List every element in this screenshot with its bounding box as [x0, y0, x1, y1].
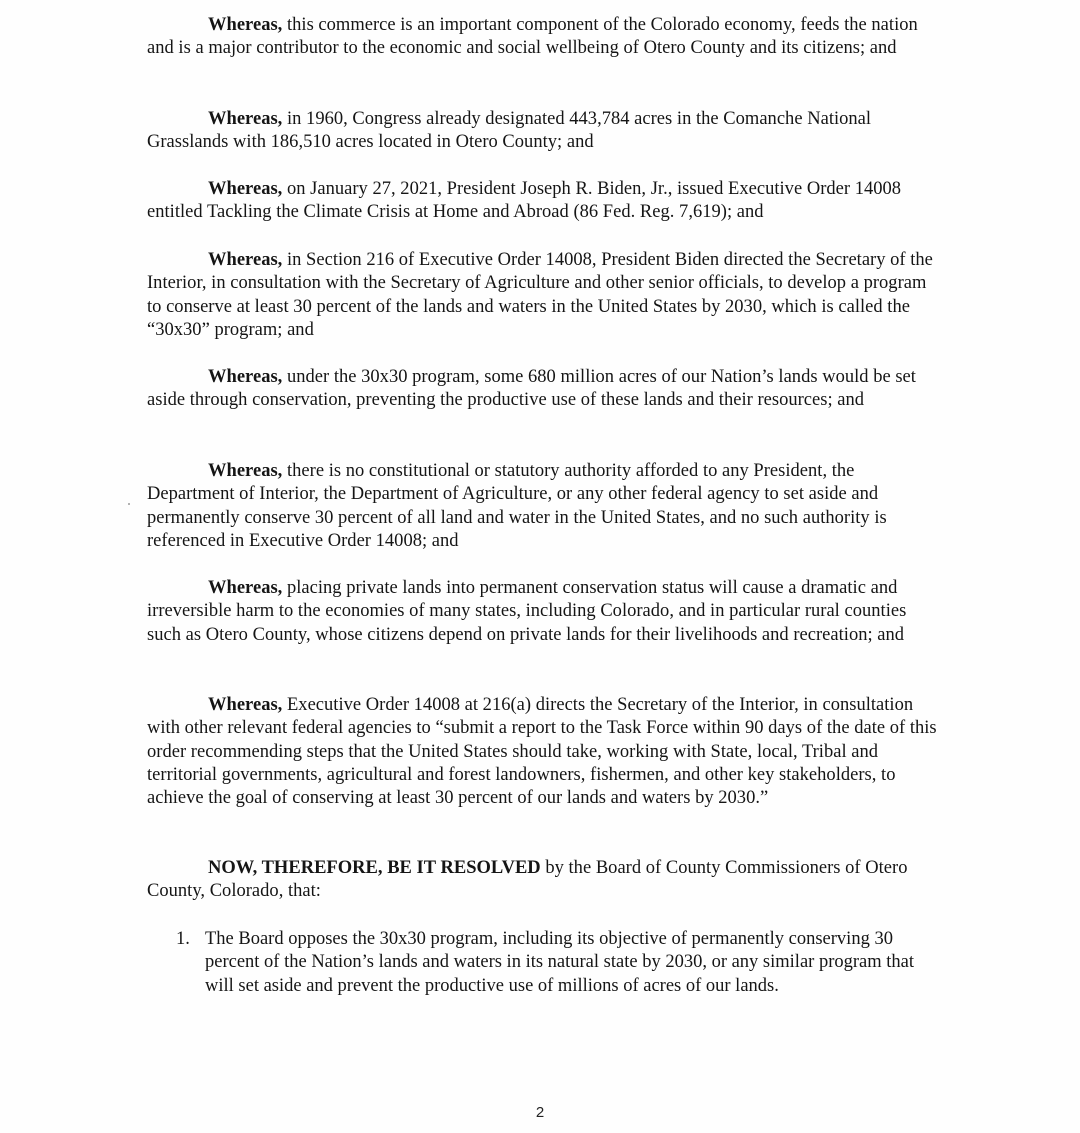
paragraph-lead: Whereas,: [208, 695, 283, 715]
list-item: [176, 928, 936, 998]
whereas-private-lands-paragraph: [147, 577, 937, 647]
list-item-text: The Board opposes the 30x30 program, including its objective of permanently conserving 30 percent of the Nation’s lands and waters in its natural state by 2030, or any similar program that will set aside and prevent the productive use of millions of acres of our lands.: [205, 929, 914, 996]
whereas-no-authority-paragraph: [147, 460, 937, 553]
whereas-section-216-paragraph: [147, 249, 937, 342]
paragraph-lead: Whereas,: [208, 15, 283, 35]
list-item-number: 1.: [176, 929, 190, 949]
paragraph-lead: Whereas,: [208, 578, 283, 598]
paragraph-lead: Whereas,: [208, 250, 283, 270]
scan-speck: [128, 503, 130, 505]
paragraph-text: there is no constitutional or statutory authority afforded to any President, the Department of Interior, the Department of Agriculture, or any other federal agency to set aside and permanently conserve 30 percent of all land and water in the United States, and no such authority is referenced in Executive Order 14008; and: [147, 461, 887, 551]
resolved-paragraph: [147, 857, 937, 904]
paragraph-lead: Whereas,: [208, 109, 283, 129]
paragraph-text: in 1960, Congress already designated 443,784 acres in the Comanche National Grasslands with 186,510 acres located in Otero County; and: [147, 109, 872, 153]
paragraph-text: Executive Order 14008 at 216(a) directs the Secretary of the Interior, in consultation with other relevant federal agencies to “submit a report to the Task Force within 90 days of the date of this order recommending steps that the United States should take, working with State, local, Tribal and territorial governments, agricultural and forest landowners, fishermen, and other key stakeholders, to achieve the goal of conserving at least 30 percent of our lands and waters by 2030.”: [147, 695, 937, 809]
paragraph-text: on January 27, 2021, President Joseph R. Biden, Jr., issued Executive Order 14008 entitled Tackling the Climate Crisis at Home and Abroad (86 Fed. Reg. 7,619); and: [147, 179, 902, 223]
paragraph-lead: Whereas,: [208, 461, 283, 481]
paragraph-lead: Whereas,: [208, 367, 283, 387]
paragraph-text: in Section 216 of Executive Order 14008, President Biden directed the Secretary of the Interior, in consultation with the Secretary of Agriculture and other senior officials, to develop a program to conserve at least 30 percent of the lands and waters in the United States by 2030, which is called the “30x30” program; and: [147, 250, 933, 340]
paragraph-text: under the 30x30 program, some 680 million acres of our Nation’s lands would be set aside through conservation, preventing the productive use of these lands and their resources; and: [147, 367, 916, 411]
paragraph-text: by the Board of County Commissioners of Otero County, Colorado, that:: [147, 858, 908, 902]
paragraph-lead: Whereas,: [208, 179, 283, 199]
paragraph-text: this commerce is an important component of the Colorado economy, feeds the nation and is a major contributor to the economic and social wellbeing of Otero County and its citizens; and: [147, 15, 918, 59]
whereas-commerce-paragraph: [147, 14, 937, 61]
page-number: 2: [535, 1104, 545, 1121]
resolution-list: [176, 928, 936, 998]
whereas-680-million-acres-paragraph: [147, 366, 937, 413]
paragraph-text: placing private lands into permanent conservation status will cause a dramatic and irreversible harm to the economies of many states, including Colorado, and in particular rural counties such as Otero County, whose citizens depend on private lands for their livelihoods and recreation; and: [147, 578, 907, 645]
paragraph-lead: NOW, THEREFORE, BE IT RESOLVED: [208, 858, 541, 878]
whereas-grasslands-paragraph: [147, 108, 937, 155]
whereas-report-paragraph: [147, 694, 937, 810]
whereas-executive-order-paragraph: [147, 178, 937, 225]
